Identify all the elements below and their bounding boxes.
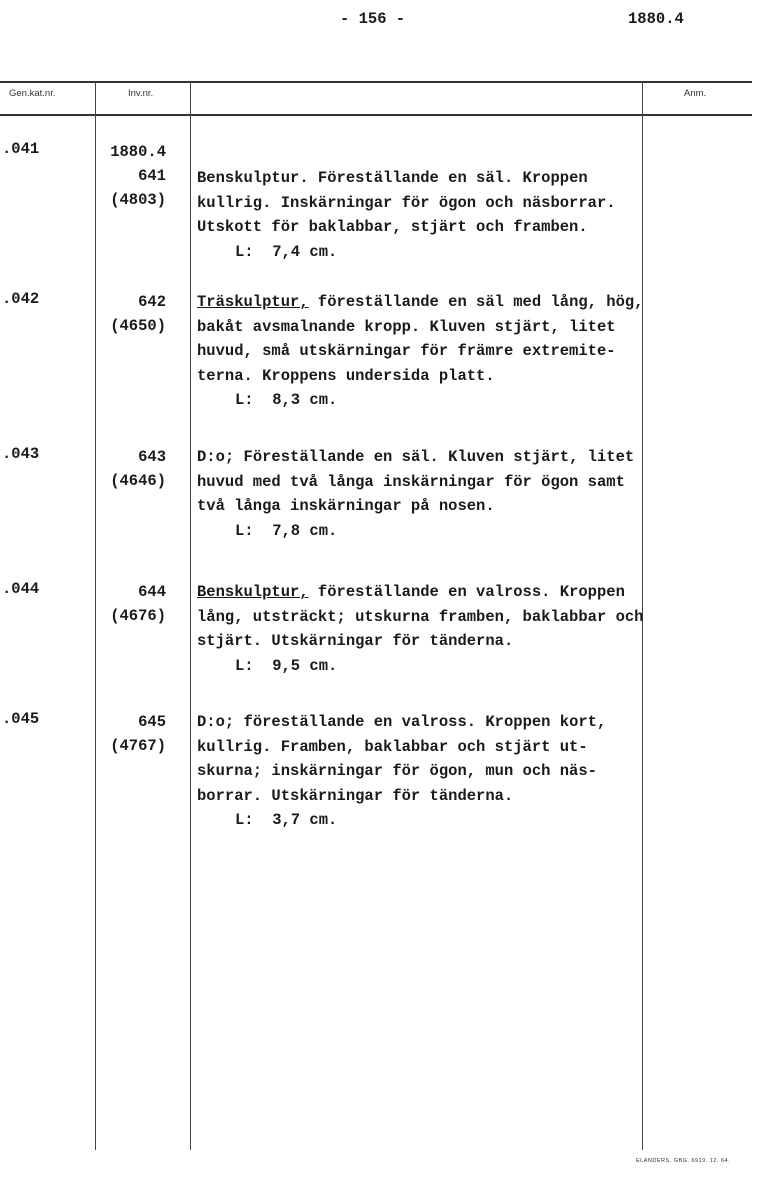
page-number: - 156 - — [340, 10, 406, 28]
inv-nr-line: (4646) — [110, 472, 166, 490]
printer-imprint: ELANDERS, GBG. 6919. 12. 64. — [636, 1158, 731, 1164]
inv-nr — [100, 710, 166, 758]
header-bottom-rule — [0, 114, 752, 116]
object-type: Benskulptur, — [197, 583, 309, 601]
inv-nr-line: 643 — [138, 448, 166, 466]
object-type: Träskulptur, — [197, 293, 309, 311]
description-line: huvud, små utskärningar för främre extremite- — [197, 342, 616, 360]
description-line: lång, utsträckt; utskurna framben, baklabbar och — [197, 607, 644, 626]
description-text: föreställande en valross. Kroppen kort, — [234, 713, 607, 731]
description-line: huvud med två långa inskärningar för ögon samt — [197, 472, 625, 491]
description-line: Utskott för baklabbar, stjärt och framben. — [197, 218, 588, 236]
inv-nr-line: (4767) — [110, 737, 166, 755]
gen-kat-nr: .042 — [2, 290, 40, 308]
description-line: borrar. Utskärningar för tänderna. — [197, 786, 514, 805]
page-reference: 1880.4 — [628, 10, 684, 28]
inv-nr — [100, 140, 166, 212]
length: L: 9,5 cm. — [235, 656, 338, 675]
description-text: föreställande en säl med lång, hög, — [308, 293, 644, 311]
inv-nr-line: 644 — [138, 583, 166, 601]
object-type: D:o; — [197, 713, 235, 731]
inv-nr-line: 645 — [138, 713, 166, 731]
description — [197, 166, 616, 264]
length: L: 8,3 cm. — [235, 391, 338, 409]
column-divider — [95, 82, 96, 1150]
description-line: skurna; inskärningar för ögon, mun och näs- — [197, 762, 597, 780]
inv-nr — [100, 445, 166, 493]
inv-nr-line: (4650) — [110, 317, 166, 335]
inv-nr-line: (4803) — [110, 191, 166, 209]
description — [197, 710, 606, 833]
gen-kat-nr: .041 — [2, 140, 40, 158]
description-line: bakåt avsmalnande kropp. Kluven stjärt, litet — [197, 317, 616, 336]
description-line: kullrig. Framben, baklabbar och stjärt ut- — [197, 737, 588, 756]
gen-kat-nr: .045 — [2, 710, 40, 728]
length: L: 7,4 cm. — [235, 242, 338, 261]
description — [197, 290, 643, 413]
table-top-rule — [0, 81, 752, 83]
object-type: D:o; — [197, 448, 235, 466]
description-text: föreställande en valross. Kroppen — [308, 583, 625, 601]
column-header-gen-kat-nr: Gen.kat.nr. — [9, 88, 56, 99]
length: L: 3,7 cm. — [235, 811, 338, 829]
inv-nr-line: (4676) — [110, 607, 166, 625]
description-line: kullrig. Inskärningar för ögon och näsborrar. — [197, 193, 616, 212]
column-header-anm: Anm. — [684, 88, 707, 99]
object-type: Benskulptur. — [197, 169, 309, 187]
description-text: Föreställande en säl. Kluven stjärt, litet — [234, 448, 635, 466]
inv-nr-line: 1880.4 — [110, 143, 166, 161]
description — [197, 580, 643, 678]
description — [197, 445, 634, 543]
inv-nr-line: 642 — [138, 293, 166, 311]
description-line: stjärt. Utskärningar för tänderna. — [197, 632, 514, 650]
description-text: Föreställande en säl. Kroppen — [308, 169, 588, 187]
description-line: terna. Kroppens undersida platt. — [197, 366, 495, 385]
column-header-inv-nr: Inv.nr. — [128, 88, 154, 99]
inv-nr-line: 641 — [138, 167, 166, 185]
inv-nr — [100, 290, 166, 338]
column-divider — [190, 82, 191, 1150]
gen-kat-nr: .043 — [2, 445, 40, 463]
gen-kat-nr: .044 — [2, 580, 40, 598]
inv-nr — [100, 580, 166, 628]
description-line: två långa inskärningar på nosen. — [197, 497, 495, 515]
length: L: 7,8 cm. — [235, 521, 338, 540]
